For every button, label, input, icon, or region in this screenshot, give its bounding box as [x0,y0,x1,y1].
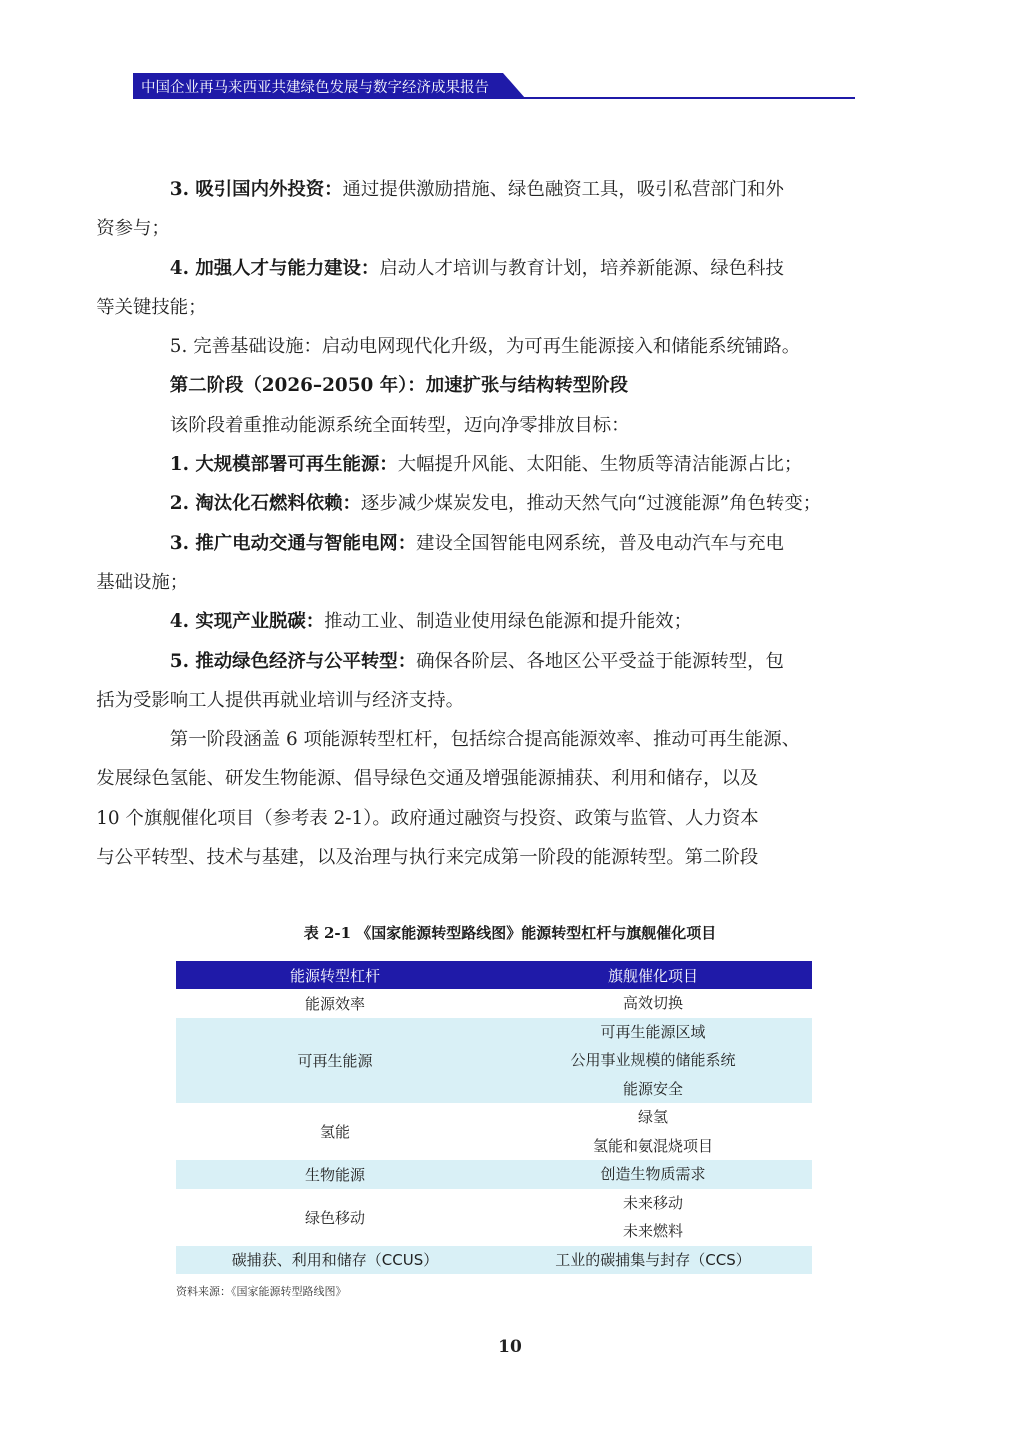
paragraph [133,445,855,484]
paragraph [96,249,855,328]
line-text: 等关键技能； [96,296,207,318]
paragraph-line [96,799,855,838]
header-rule [133,97,855,99]
line-text: 5. 完善基础设施：启动电网现代化升级，为可再生能源接入和储能系统铺路。 [169,336,801,358]
line-text: 发展绿色氢能、研发生物能源、倡导绿色交通及增强能源捕获、利用和储存，以及 [96,768,759,790]
line-text: 基础设施； [96,571,189,593]
table-row [176,1189,812,1246]
paragraph [96,642,855,721]
paragraph-line [133,642,855,681]
line-text: 确保各阶层、各地区公平受益于能源转型，包 [416,650,784,672]
projects-cell [494,1189,812,1246]
project-item: 未来移动 [622,1193,683,1212]
lever-cell: 氢能 [176,1103,494,1160]
paragraph-line [133,602,855,641]
line-text: 通过提供激励措施、绿色融资工具，吸引私营部门和外 [342,179,784,200]
paragraph-line [96,288,855,327]
projects-cell [494,1103,812,1160]
paragraph [96,170,855,249]
bold-lead: 第二阶段（2026–2050 年）：加速扩张与结构转型阶段 [169,375,628,397]
table-row [176,989,812,1018]
paragraph-line [133,720,855,759]
paragraph [133,484,855,523]
project-item: 能源安全 [622,1079,683,1098]
bold-lead: 1. 大规模部署可再生能源： [169,454,398,476]
paragraph [133,366,855,405]
line-text: 与公平转型、技术与基建，以及治理与执行来完成第一阶段的能源转型。第二阶段 [96,847,759,869]
project-item: 工业的碳捕集与封存（CCS） [555,1250,751,1269]
lever-cell: 生物能源 [176,1160,494,1189]
line-text: 该阶段着重推动能源系统全面转型，迈向净零排放目标： [169,414,630,436]
project-item: 公用事业规模的储能系统 [570,1051,736,1069]
projects-cell [494,1018,812,1104]
table-caption: 表 2-1 《国家能源转型路线图》能源转型杠杆与旗舰催化项目 [303,924,717,942]
bold-lead: 4. 加强人才与能力建设： [169,257,380,279]
table-source: 资料来源：《国家能源转型路线图》 [176,1285,347,1298]
paragraph-line [133,484,855,523]
paragraph-line [133,249,855,288]
paragraph-line [133,327,855,366]
paragraph-line [133,170,855,209]
body-text [96,170,855,877]
table-row [176,1018,812,1104]
bold-lead: 2. 淘汰化石燃料依赖： [169,493,361,515]
paragraph-line [96,838,855,877]
lever-cell: 能源效率 [176,989,494,1018]
line-text: 建设全国智能电网系统，普及电动汽车与充电 [416,532,784,554]
paragraph-line [133,406,855,445]
projects-cell [494,989,812,1018]
paragraph-line [96,563,855,602]
lever-cell: 可再生能源 [176,1018,494,1104]
lever-table [176,961,812,1274]
projects-cell [494,1160,812,1189]
paragraph-line [96,759,855,798]
paragraph-line [96,209,855,248]
bold-lead: 5. 推动绿色经济与公平转型： [169,650,417,672]
project-item: 高效切换 [622,994,683,1012]
table-row [176,1160,812,1189]
table-header-projects: 旗舰催化项目 [494,961,812,989]
line-text: 逐步减少煤炭发电，推动天然气向“过渡能源”角色转变； [360,493,822,515]
project-item: 氢能和氨混烧项目 [592,1136,713,1155]
project-item: 可再生能源区域 [600,1022,706,1041]
paragraph [133,327,855,366]
line-text: 10 个旗舰催化项目（参考表 2-1）。政府通过融资与投资、政策与监管、人力资本 [96,807,759,829]
line-text: 大幅提升风能、太阳能、生物质等清洁能源占比； [397,454,803,476]
line-text: 括为受影响工人提供再就业培训与经济支持。 [96,689,465,711]
line-text: 资参与； [96,218,170,240]
paragraph-line [96,681,855,720]
bold-lead: 3. 吸引国内外投资： [169,179,343,200]
report-title: 中国企业再马来西亚共建绿色发展与数字经济成果报告 [141,80,489,96]
bold-lead: 3. 推广电动交通与智能电网： [169,532,417,554]
table-row [176,1103,812,1160]
line-text: 第一阶段涵盖 6 项能源转型杠杆，包括综合提高能源效率、推动可再生能源、 [169,729,801,751]
table-row [176,1246,812,1275]
paragraph-line [133,366,855,405]
paragraph [96,524,855,603]
project-item: 创造生物质需求 [600,1165,706,1183]
project-item: 未来燃料 [622,1222,683,1240]
paragraph [133,406,855,445]
projects-cell [494,1246,812,1275]
page-number: 10 [498,1337,522,1357]
line-text: 推动工业、制造业使用绿色能源和提升能效； [324,611,692,633]
lever-cell: 碳捕获、利用和储存（CCUS） [176,1246,494,1275]
paragraph-line [133,524,855,563]
paragraph-line [133,445,855,484]
line-text: 启动人才培训与教育计划，培养新能源、绿色科技 [379,257,784,279]
paragraph [96,720,855,877]
table-header-lever: 能源转型杠杆 [176,961,494,989]
project-item: 绿氢 [637,1108,668,1126]
paragraph [133,602,855,641]
bold-lead: 4. 实现产业脱碳： [169,611,325,633]
lever-cell: 绿色移动 [176,1189,494,1246]
